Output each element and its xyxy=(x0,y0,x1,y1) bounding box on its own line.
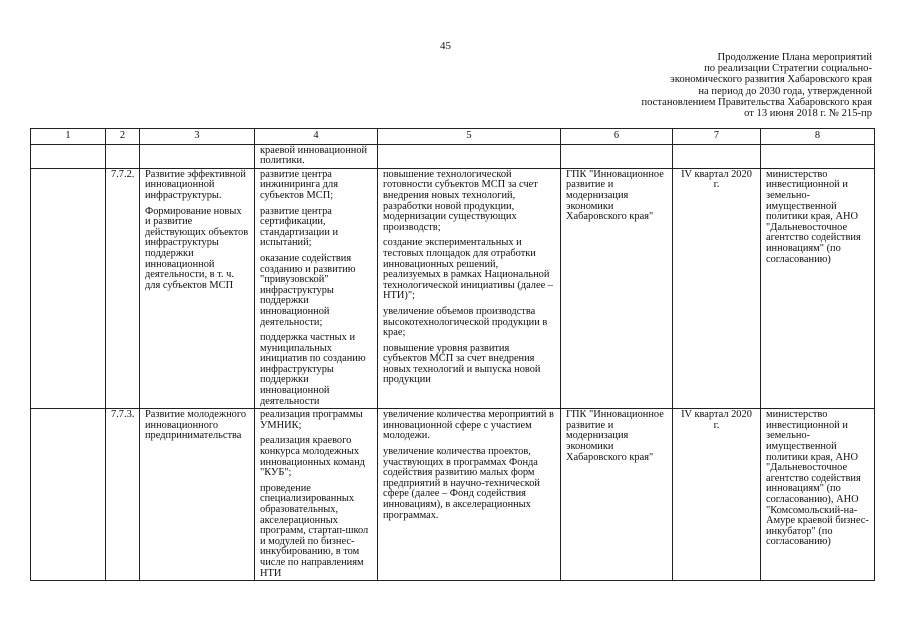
task-title-cell xyxy=(140,168,255,408)
result-item: увеличение объемов производства высокотехнологической продукции в крае; xyxy=(383,305,548,339)
result-item: создание экспериментальных и тестовых площадок для отработки инновационных решений, реализуемых в рамках Национальной технологической инициативы (далее – НТИ)"; xyxy=(383,237,553,302)
plan-table xyxy=(30,128,875,581)
column-number: 3 xyxy=(140,129,255,145)
measure-item: реализация программы УМНИК; xyxy=(260,409,363,431)
term-cell: IV квартал 2020 г. xyxy=(673,409,761,581)
column-number: 8 xyxy=(761,129,875,145)
task-title: Формирование новых и развитие действующих объектов инфраструктуры поддержки инновационной деятельности, в т. ч. для субъектов МСП xyxy=(145,205,249,291)
result-item: повышение уровня развития субъектов МСП за счет внедрения новых технологий и выпуска новой продукции xyxy=(383,342,541,386)
column-number: 1 xyxy=(31,129,106,145)
table-row xyxy=(31,168,875,408)
header-line: экономического развития Хабаровского края xyxy=(670,74,872,86)
header-line: от 13 июня 2018 г. № 215-пр xyxy=(744,108,872,120)
measure-item: развитие центра сертификации, стандартизации и испытаний; xyxy=(260,205,339,249)
measure-item: проведение специализированных образовательных, акселерационных программ, стартап-школ и модулей по бизнес-инкубированию, в том числе по направлениям НТИ xyxy=(260,482,369,579)
responsible-cell: министерство инвестиционной и земельно-имущественной политики края, АНО "Дальневосточное агентство содействия инновациям" (по согласованию), АНО "Комсомольский-на-Амуре краевой бизнес-инкубатор" (по согласованию) xyxy=(761,409,875,581)
result-item: увеличение количества мероприятий в инновационной сфере с участием молодежи. xyxy=(383,409,554,442)
term-cell: IV квартал 2020 г. xyxy=(673,168,761,408)
continuation-text: краевой инновационной политики. xyxy=(255,144,378,168)
column-number: 6 xyxy=(561,129,673,145)
task-title: Развитие молодежного инновационного предпринимательства xyxy=(145,409,247,442)
measures-cell xyxy=(255,168,378,408)
program-cell: ГПК "Инновационное развитие и модернизация экономики Хабаровского края" xyxy=(561,409,673,581)
column-number: 5 xyxy=(378,129,561,145)
program-cell: ГПК "Инновационное развитие и модернизация экономики Хабаровского края" xyxy=(561,168,673,408)
results-cell xyxy=(378,168,561,408)
column-number: 4 xyxy=(255,129,378,145)
measure-item: реализация краевого конкурса молодежных инновационных команд "КУБ"; xyxy=(260,435,365,479)
measure-item: оказание содействия созданию и развитию "привузовской" инфраструктуры поддержки инновационной деятельности; xyxy=(260,252,356,328)
column-number: 7 xyxy=(673,129,761,145)
result-item: увеличение количества проектов, участвующих в программах Фонда содействия развитию малых форм предприятий в научно-технической сфере (далее – Фонд содействия инновациям), в акселерационных программах. xyxy=(383,446,540,521)
results-cell xyxy=(378,409,561,581)
header-line: по реализации Стратегии социально- xyxy=(704,63,872,75)
header-line: на период до 2030 года, утвержденной xyxy=(698,85,872,97)
header-line: постановлением Правительства Хабаровского края xyxy=(641,96,872,108)
measure-item: поддержка частных и муниципальных инициатив по созданию инфраструктуры поддержки инновационной деятельности xyxy=(260,332,366,407)
column-numbers-row xyxy=(31,129,875,145)
column-number: 2 xyxy=(106,129,140,145)
task-title: Развитие эффективной инновационной инфраструктуры. xyxy=(145,168,246,201)
row-number: 7.7.3. xyxy=(106,409,140,581)
measures-cell xyxy=(255,409,378,581)
task-title-cell xyxy=(140,409,255,581)
table-row xyxy=(31,409,875,581)
measure-item: развитие центра инжиниринга для субъектов МСП; xyxy=(260,168,339,201)
page-number: 45 xyxy=(440,40,451,52)
result-item: повышение технологической готовности субъектов МСП за счет внедрения новых технологий, разработки новой продукции, модернизации существующих производств; xyxy=(383,168,538,233)
continuation-row xyxy=(31,144,875,168)
header-line: Продолжение Плана мероприятий xyxy=(717,52,872,63)
row-number: 7.7.2. xyxy=(106,168,140,408)
document-header xyxy=(572,52,872,119)
responsible-cell: министерство инвестиционной и земельно-имущественной политики края, АНО "Дальневосточное агентство содействия инновациям" (по согласованию) xyxy=(761,168,875,408)
